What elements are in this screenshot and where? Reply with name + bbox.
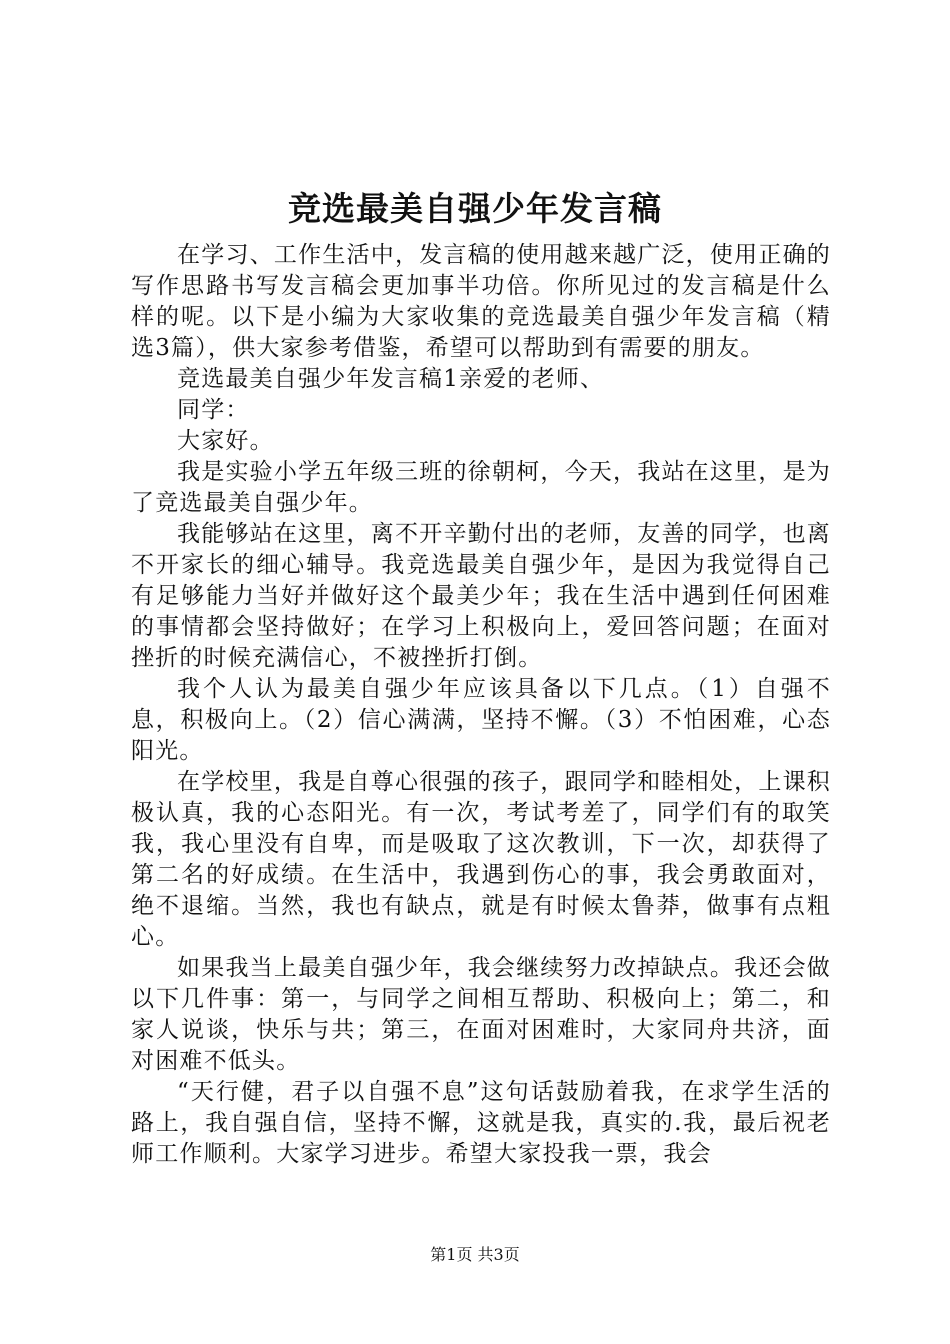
paragraph-self-intro: 我是实验小学五年级三班的徐朝柯，今天，我站在这里，是为了竞选最美自强少年。 (131, 459, 831, 516)
paragraph-speech-heading: 竞选最美自强少年发言稿1亲爱的老师、 (177, 366, 605, 392)
page-footer: 第1页 共3页 (430, 1245, 520, 1264)
paragraph-school-life: 在学校里，我是自尊心很强的孩子，跟同学和睦相处，上课积极认真，我的心态阳光。有一次，考试考差了，同学们有的取笑我，我心里没有自卑，而是吸取了这次教训，下一次，却获得了第二名的好成绩。在生活中，我遇到伤心的事，我会勇敢面对，绝不退缩。当然，我也有缺点，就是有时候太鲁莽，做事有点粗心。 (131, 769, 831, 950)
paragraph-qualities: 我个人认为最美自强少年应该具备以下几点。（1）自强不息，积极向上。（2）信心满满，坚持不懈。（3）不怕困难，心态阳光。 (131, 676, 831, 764)
paragraph-salutation: 同学： (177, 397, 250, 423)
paragraph-closing: “天行健，君子以自强不息”这句话鼓励着我，在求学生活的路上，我自强自信，坚持不懈，这就是我，真实的.我，最后祝老师工作顺利。大家学习进步。希望大家投我一票，我会 (131, 1079, 831, 1167)
document-title: 竞选最美自强少年发言稿 (288, 189, 662, 228)
paragraph-intro: 在学习、工作生活中，发言稿的使用越来越广泛，使用正确的写作思路书写发言稿会更加事半功倍。你所见过的发言稿是什么样的呢。以下是小编为大家收集的竞选最美自强少年发言稿（精选3篇），供大家参考借鉴，希望可以帮助到有需要的朋友。 (131, 242, 831, 361)
paragraph-plans: 如果我当上最美自强少年，我会继续努力改掉缺点。我还会做以下几件事：第一，与同学之间相互帮助、积极向上；第二，和家人说谈，快乐与共；第三，在面对困难时，大家同舟共济，面对困难不低头。 (131, 955, 831, 1074)
paragraph-greeting: 大家好。 (177, 428, 274, 454)
document-body (131, 240, 831, 1170)
paragraph-reasons: 我能够站在这里，离不开辛勤付出的老师，友善的同学，也离不开家长的细心辅导。我竞选最美自强少年，是因为我觉得自己有足够能力当好并做好这个最美少年；我在生活中遇到任何困难的事情都会坚持做好；在学习上积极向上，爱回答问题；在面对挫折的时候充满信心，不被挫折打倒。 (131, 521, 831, 671)
